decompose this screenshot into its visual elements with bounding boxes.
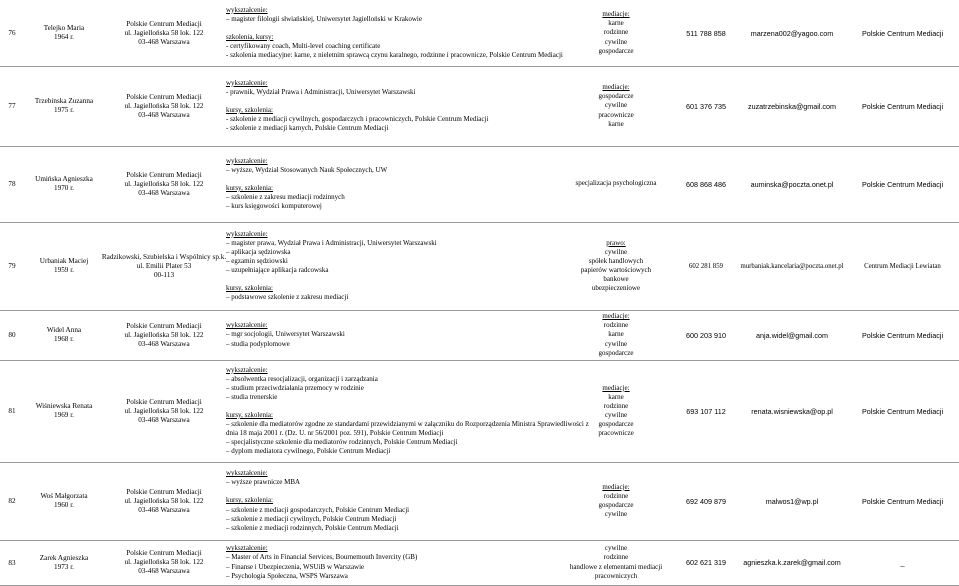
phone-number: 511 788 858 [686,28,726,38]
education-cell [226,360,589,462]
table-row [0,146,959,223]
mediation-center: _ [900,558,905,567]
section-heading: wykształcenie: [226,365,268,374]
row-number: 83 [8,558,16,567]
mediator-name [24,146,104,222]
education-line: – dyplom mediatora cywilnego, Polskie Centrum Mediacji [226,447,391,456]
table-row [0,360,959,463]
education-line: - prawnik, Wydział Prawa i Administracji, Uniwersytet Warszawski [226,87,416,96]
mediator-name [24,66,104,146]
address-line: Polskie Centrum Mediacji [126,487,202,496]
education-line: – mgr socjologii, Uniwersytet Warszawski [226,330,345,339]
education-line: – szkolenie dla mediatorów zgodne ze standardami przewidzianymi w załączniku do Rozporządzenia Ministra Sprawiedliwości z [226,420,589,429]
specialization-item: karne [608,19,624,28]
mediator-address [104,66,224,146]
phone-number: 608 868 486 [686,179,726,189]
mediator-fullname: Woś Małgorzata [40,492,88,500]
address-line: ul. Emilii Plater 53 [136,261,192,270]
table-row [0,0,959,67]
specialization-cell [568,222,664,310]
specialization-item: cywilne [604,339,628,348]
specialization-cell [568,462,664,540]
table-row [0,462,959,541]
phone-number: 600 203 910 [686,330,726,340]
specialization-heading: mediacje: [602,83,630,92]
section-heading: wykształcenie: [226,78,268,87]
mediator-birth-year: 1973 r. [54,562,74,571]
education-line: – magister filologii słwiańskiej, Uniwersytet Jagielloński w Krakowie [226,14,422,23]
education-cell [226,540,571,585]
specialization-item: rodzinne [603,321,629,330]
education-cell [226,310,571,360]
education-line: – szkolenie z mediacji gospodarczych, Polskie Centrum Mediacji [226,505,410,514]
address-line: 03-468 Warszawa [138,567,190,575]
section-heading: wykształcenie: [226,229,268,238]
specialization-item: gospodarcze [598,92,634,101]
section-heading: wykształcenie: [226,5,268,14]
specialization-item: karne [608,119,624,128]
phone-number: 602 281 859 [689,262,723,270]
specialization-item: papierów wartościowych [580,266,652,274]
specialization-item: pracowniczych [594,571,638,580]
mediator-birth-year: 1959 r. [54,266,74,274]
specialization-item: rodzinne [603,491,629,500]
mediator-name [24,310,104,360]
mediation-center: Polskie Centrum Mediacji [861,330,944,340]
specialization-item: pracownicze [598,110,634,119]
education-line: - certyfikowany coach, Multi-level coaching certificate [226,42,381,51]
mediation-center: Polskie Centrum Mediacji [861,496,944,506]
education-line: – szkolenie z zakresu mediacji rodzinnych [226,193,345,202]
mediation-center: Polskie Centrum Mediacji [861,28,944,38]
mediator-fullname: Zarek Agnieszka [39,553,89,562]
mediator-address [104,540,224,585]
specialization-item: gospodarcze [598,420,634,429]
mediation-center: Polskie Centrum Mediacji [861,179,944,189]
education-cell [226,462,571,540]
specialization-cell [568,310,664,360]
address-line: Radzikowski, Szubielska i Wspólnicy sp.k. [101,252,227,261]
education-cell [226,222,571,310]
mediator-address [101,222,227,310]
specialization-heading: mediacje: [602,383,630,392]
section-heading: wykształcenie: [226,544,268,553]
phone-number: 692 409 879 [686,496,726,506]
mediator-name [24,222,104,310]
section-heading: kursy, szkolenia: [226,410,273,419]
mediator-name [24,540,104,585]
section-heading: kursy, szkolenia: [226,496,273,505]
mediator-address [104,462,224,540]
section-heading: wykształcenie: [226,469,268,478]
mediator-birth-year: 1960 r. [54,501,74,509]
education-line: – studia podyplomowe [226,339,290,348]
email-address[interactable]: auminska@poczta.onet.pl [750,179,834,189]
education-line: - szkolenie z mediacji karnych, Polskie Centrum Mediacji [226,124,389,133]
address-line: ul. Jagiellońska 58 lok. 122 [124,179,204,188]
education-line: – Finanse i Ubezpieczenia, WSUiB w Warszawie [226,562,365,571]
mediator-fullname: Trzebinska Zuzanna [34,97,94,105]
email-address[interactable]: murbaniak.kancelaria@poczta.onet.pl [740,262,844,270]
mediator-address [104,146,224,222]
email-address[interactable]: anja.widel@gmail.com [755,330,828,340]
address-line: 03-468 Warszawa [138,37,190,46]
mediator-name [24,360,104,462]
address-line: ul. Jagiellońska 58 lok. 122 [124,406,204,415]
table-row [0,540,959,586]
table-row [0,66,959,147]
address-line: 00-113 [153,270,175,279]
email-address[interactable]: renata.wisniewska@op.pl [751,406,833,416]
mediator-birth-year: 1969 r. [54,411,74,419]
specialization-item: cywilne [604,510,628,519]
specialization-item: rodzinne [603,401,629,410]
education-line: - szkolenia mediacyjne: karne, z nieletnim sprawcą czynu karalnego, rodzinne i pracownicze, Polskie Centrum Mediacji [226,51,563,60]
specialization-cell [568,146,664,222]
section-heading: kursy, szkolenia: [226,284,273,293]
education-cell [226,66,571,146]
education-line: dnia 18 maja 2001 r. (Dz. U. nr 56/2001 poz. 591), Polskie Centrum Mediacji [226,429,444,438]
education-line: – studium przeciwdziałania przemocy w rodzinie [226,383,364,392]
address-line: 03-468 Warszawa [138,505,190,514]
education-line: – Master of Arts in Financial Services, Bournemouth Invercity (GB) [226,553,418,562]
specialization-cell [568,0,664,66]
row-number: 82 [8,497,16,505]
address-line: 03-468 Warszawa [138,110,190,119]
section-heading: kursy, szkolenia: [226,183,273,192]
specialization-item: gospodarcze [598,501,634,509]
phone-number: 602 621 319 [686,558,726,567]
specialization-item: gospodarcze [598,348,634,357]
specialization-item: cywilne [604,411,628,419]
education-line: – Psychologia Społeczna, WSPS Warszawa [226,571,348,580]
specialization-item: karne [608,392,624,401]
mediator-name [24,462,104,540]
specialization-item: pracownicze [598,429,634,438]
education-line: – szkolenie z mediacji cywilnych, Polskie Centrum Mediacji [226,514,397,523]
address-line: ul. Jagiellońska 58 lok. 122 [124,28,204,37]
address-line: ul. Jagiellońska 58 lok. 122 [124,330,204,339]
education-line: – szkolenie z mediacji rodzinnych, Polskie Centrum Mediacji [226,523,399,532]
table-row [0,222,959,311]
specialization-item: bankowe [603,275,629,284]
mediator-birth-year: 1964 r. [54,33,74,41]
phone-number: 693 107 112 [686,406,726,416]
mediator-address [104,0,224,66]
specialization-cell [568,360,664,462]
education-line: – podstawowe szkolenie z zakresu mediacji [226,293,349,302]
section-heading: szkolenia, kursy: [226,32,274,41]
specialization-item: handlowe z elementami mediacji [569,562,663,571]
education-line: – specjalistyczne szkolenie dla mediatorów rodzinnych, Polskie Centrum Mediacji [226,438,458,447]
section-heading: wykształcenie: [226,156,268,165]
mediator-fullname: Widel Anna [46,326,82,334]
row-number: 80 [8,331,16,339]
row-number: 76 [8,29,16,37]
section-heading: wykształcenie: [226,321,268,330]
specialization-cell [568,540,664,585]
specialization-cell [568,66,664,146]
mediator-fullname: Umińska Agnieszka [35,175,93,183]
address-line: Polskie Centrum Mediacji [126,549,202,557]
education-line: – magister prawa, Wydział Prawa i Administracji, Uniwersytet Warszawski [226,238,437,247]
mediator-address [104,360,224,462]
mediation-center: Polskie Centrum Mediacji [861,101,944,111]
row-number: 77 [8,102,16,110]
education-line: – aplikacja sędziowska [226,247,291,256]
mediator-address [104,310,224,360]
specialization-item: cywilne [604,37,628,46]
mediator-fullname: Urbaniak Maciej [39,257,89,265]
address-line: ul. Jagiellońska 58 lok. 122 [124,496,204,505]
education-line: – uzupełniające aplikacja radcowska [226,266,329,275]
address-line: Polskie Centrum Mediacji [126,170,202,179]
email-address[interactable]: malwos1@wp.pl [765,496,819,506]
address-line: Polskie Centrum Mediacji [126,19,202,28]
mediator-fullname: Telejko Maria [43,24,85,32]
row-number: 78 [8,180,16,188]
mediator-birth-year: 1975 r. [54,106,74,114]
specialization-item: gospodarcze [598,46,634,55]
specialization-item: cywilne [604,101,628,110]
specialization-item: specjalizacja psychologiczna [575,179,657,188]
specialization-item: cywilne [604,544,628,553]
row-number: 81 [8,407,16,415]
mediator-name [24,0,104,66]
email-address[interactable]: agnieszka.k.zarek@gmail.com [743,558,841,567]
education-line: – wyższe, Wydział Stosowanych Nauk Społecznych, UW [226,165,388,174]
specialization-item: spółek handlowych [588,256,644,265]
mediator-birth-year: 1968 r. [54,335,74,343]
education-cell [226,0,571,66]
phone-number: 601 376 735 [686,101,726,111]
address-line: 03-468 Warszawa [138,415,190,424]
specialization-item: rodzinne [603,28,629,37]
education-line: – kurs księgowości komputerowej [226,202,322,211]
address-line: 03-468 Warszawa [138,188,190,197]
section-heading: kursy, szkolenia: [226,105,273,114]
address-line: Polskie Centrum Mediacji [126,92,202,101]
mediation-center: Polskie Centrum Mediacji [861,406,944,416]
address-line: Polskie Centrum Mediacji [126,321,202,330]
education-cell [226,146,571,222]
address-line: 03-468 Warszawa [138,339,190,348]
education-line: – egzamin sędziowski [226,256,288,265]
address-line: ul. Jagiellońska 58 lok. 122 [124,558,204,566]
mediator-fullname: Wiśniewska Renata [35,402,93,410]
table-row [0,310,959,361]
mediation-center: Centrum Mediacji Lewiatan [864,262,941,270]
specialization-heading: mediacje: [602,10,630,19]
specialization-heading: prawo: [606,238,626,247]
email-address[interactable]: zuzatrzebinska@gmail.com [748,101,836,111]
specialization-item: karne [608,330,624,339]
row-number: 79 [8,262,16,270]
specialization-heading: mediacje: [602,312,630,321]
specialization-heading: mediacje: [602,482,630,491]
education-line: - szkolenie z mediacji cywilnych, gospodarczych i pracowniczych, Polskie Centrum Mediacji [226,115,489,124]
education-line: – absolwentka resocjalizacji, organizacji i zarządzania [226,374,378,383]
specialization-item: rodzinne [603,553,629,562]
specialization-item: cywilne [604,247,628,256]
email-address[interactable]: marzena002@yagoo.com [750,28,834,38]
education-line: – studia trenerskie [226,392,278,401]
address-line: Polskie Centrum Mediacji [126,397,202,406]
address-line: ul. Jagiellońska 58 lok. 122 [124,101,204,110]
mediator-birth-year: 1970 r. [54,184,74,192]
specialization-item: ubezpieczeniowe [591,284,641,293]
education-line: – wyższe prawnicze MBA [226,478,301,487]
